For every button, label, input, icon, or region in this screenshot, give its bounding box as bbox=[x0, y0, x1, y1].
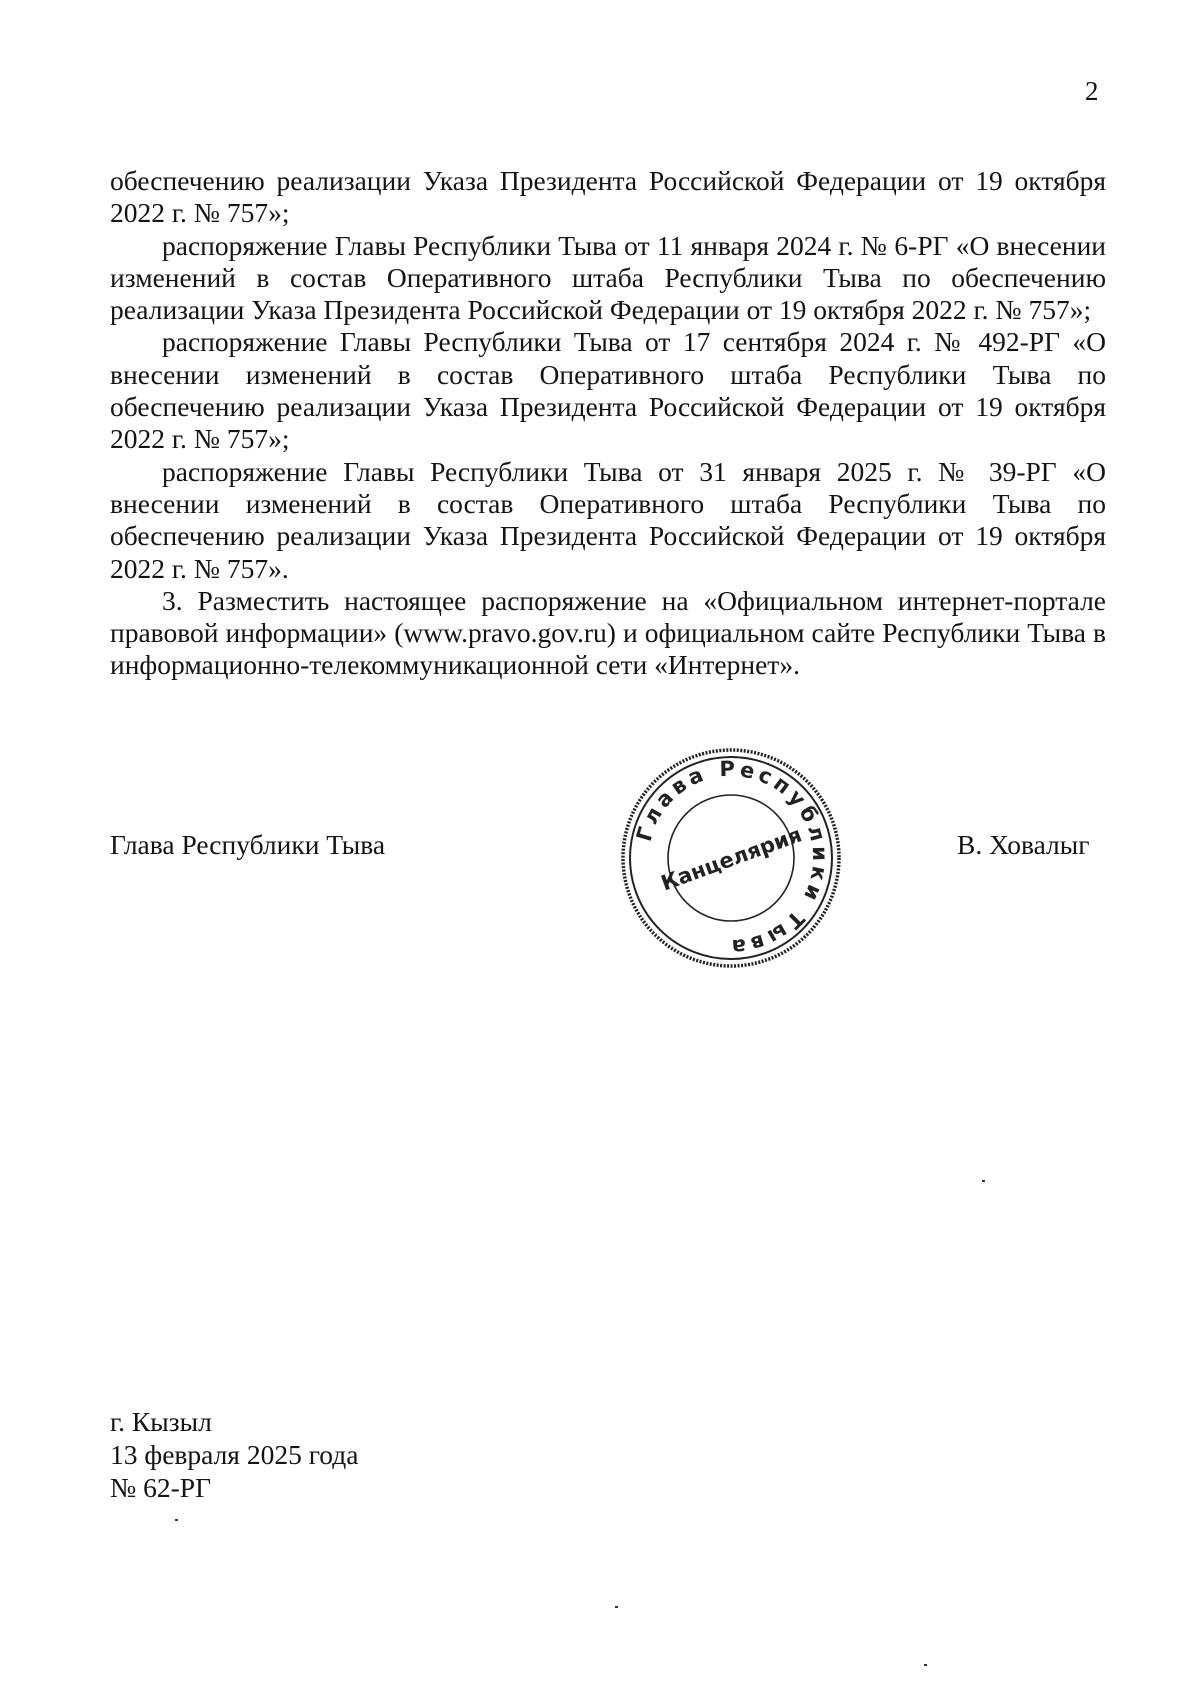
paragraph-order-jan-2024: распоряжение Главы Республики Тыва от 11 января 2024 г. № 6-РГ «О внесении изменений в состав Оперативного штаба Республики Тыва по обеспечению реализации Указа Президента Российской Федерации от 19 октября 2022 г. № 757»; bbox=[110, 229, 1106, 326]
paragraph-order-jan-2025: распоряжение Главы Республики Тыва от 31 января 2025 г. № 39-РГ «О внесении изменений в состав Оперативного штаба Республики Тыва по обеспечению реализации Указа Президента Российской Федерации от 19 октября 2022 г. № 757». bbox=[110, 455, 1106, 584]
seal-ring-text: Глава Республики Тыва bbox=[631, 756, 833, 960]
footer-city: г. Кызыл bbox=[110, 1406, 212, 1437]
official-seal-stamp bbox=[618, 745, 844, 971]
paragraph-continuation: обеспечению реализации Указа Президента Российской Федерации от 19 октября 2022 г. № 757»; bbox=[110, 165, 1106, 229]
paragraph-publish-clause: 3. Разместить настоящее распоряжение на «Официальном интернет-портале правовой информации» (www.pravo.gov.ru) и официальном сайте Республики Тыва в информационно-телекоммуникационной сети «Интернет». bbox=[110, 584, 1106, 681]
scan-speck bbox=[982, 1180, 985, 1182]
page-number: 2 bbox=[1085, 76, 1099, 106]
signature-title: Глава Республики Тыва bbox=[110, 829, 386, 860]
document-body bbox=[110, 165, 1106, 682]
footer-date: 13 февраля 2025 года bbox=[110, 1439, 359, 1470]
scan-speck bbox=[924, 1664, 927, 1666]
scan-speck bbox=[615, 1606, 618, 1608]
document-footer bbox=[110, 1405, 358, 1504]
paragraph-order-sep-2024: распоряжение Главы Республики Тыва от 17 сентября 2024 г. № 492-РГ «О внесении изменений в состав Оперативного штаба Республики Тыва по обеспечению реализации Указа Президента Российской Федерации от 19 октября 2022 г. № 757»; bbox=[110, 326, 1106, 455]
footer-number: № 62-РГ bbox=[110, 1472, 211, 1503]
signature-name: В. Ховалыг bbox=[957, 829, 1090, 860]
scan-speck bbox=[175, 1519, 178, 1521]
seal-center-text: Канцелярия bbox=[657, 822, 805, 896]
